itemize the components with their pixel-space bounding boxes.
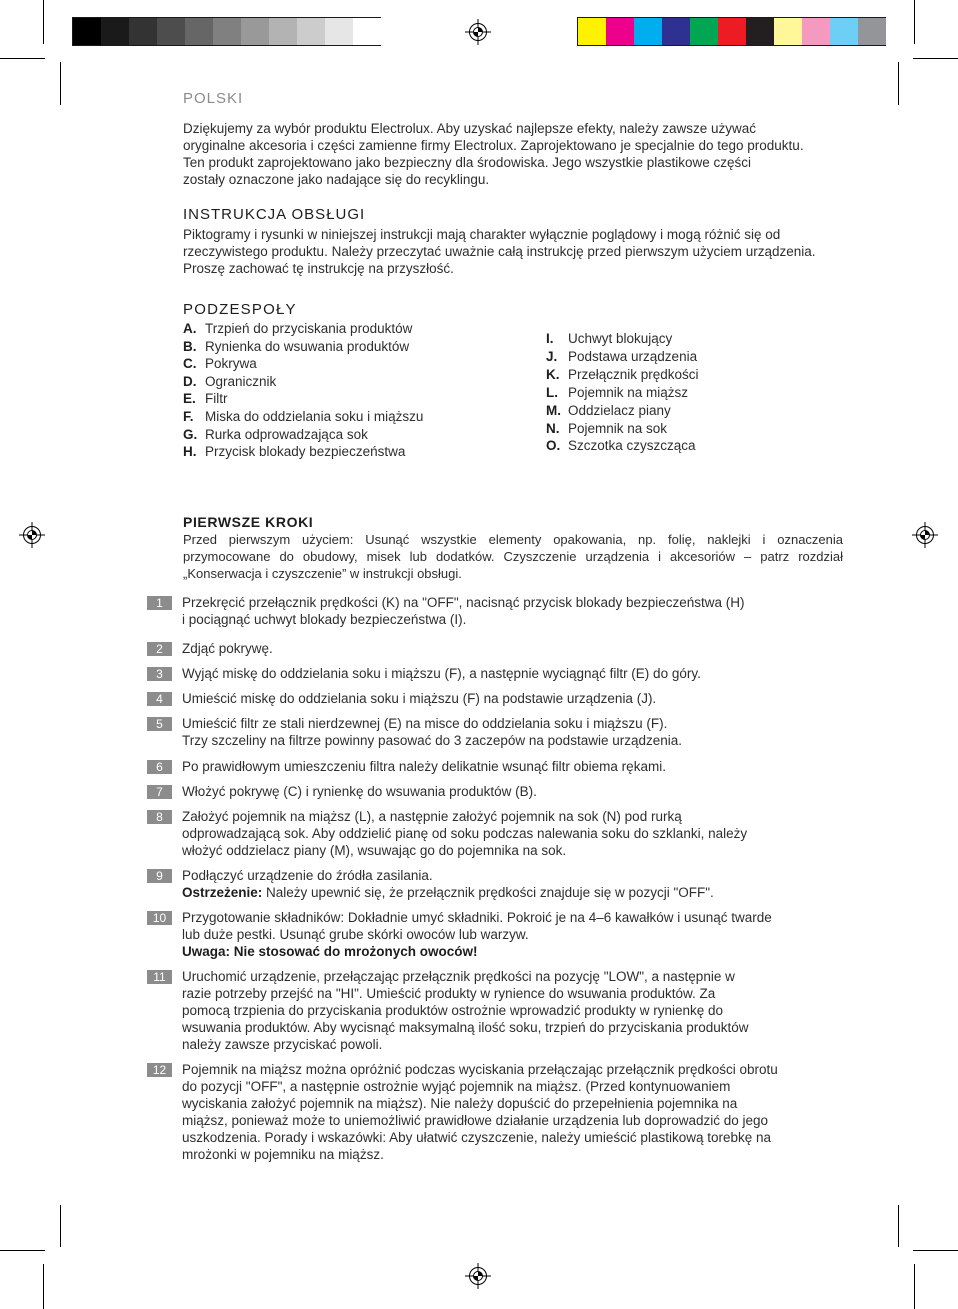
step-number-badge: 9	[147, 869, 172, 883]
component-item	[546, 348, 699, 366]
color-swatch	[690, 18, 718, 45]
crop-mark	[913, 1250, 958, 1251]
component-item	[183, 355, 423, 373]
step-line: pomocą trzpienia do przyciskania produktów ostrożnie wprowadzić produkty w rynienkę do	[182, 1003, 724, 1018]
component-label: Pokrywa	[205, 356, 257, 372]
step-item	[147, 808, 747, 859]
step-line: Włożyć pokrywę (C) i rynienkę do wsuwania produktów (B).	[182, 784, 537, 799]
component-label: Ogranicznik	[205, 373, 277, 389]
step-line: miąższ, ponieważ może to uniemożliwić prawidłowe działanie urządzenia lub doprowadzić do jego	[182, 1113, 769, 1128]
registration-mark-icon	[19, 522, 45, 548]
crop-mark	[898, 1205, 899, 1247]
component-item	[183, 408, 423, 426]
color-swatch	[606, 18, 634, 45]
color-swatch	[325, 18, 353, 45]
instructions-line: Piktogramy i rysunki w niniejszej instrukcji mają charakter wyłącznie poglądowy i mogą różnić się od	[183, 227, 781, 242]
step-line: wsuwania produktów. Aby wycisnąć maksymalną ilość soku, trzpień do przyciskania produktów	[182, 1020, 749, 1035]
step-line: Umieścić miskę do oddzielania soku i miąższu (F) na podstawie urządzenia (J).	[182, 691, 657, 706]
step-text	[182, 968, 749, 1053]
first-steps-heading: PIERWSZE KROKI	[183, 514, 314, 530]
component-label: Uchwyt blokujący	[568, 331, 673, 346]
step-item	[147, 909, 772, 960]
language-heading: POLSKI	[183, 90, 244, 107]
component-label: Przełącznik prędkości	[568, 366, 699, 382]
grayscale-color-bar	[72, 17, 381, 46]
step-number-badge: 4	[147, 692, 172, 706]
step-line: do pozycji "OFF", a następnie ostrożnie wyjąć pojemnik na miąższ. (Przed kontynuowaniem	[182, 1079, 731, 1094]
component-letter: G.	[183, 426, 198, 442]
step-line: Trzy szczeliny na filtrze powinny pasować do 3 zaczepów na podstawie urządzenia.	[182, 733, 683, 748]
component-letter: H.	[183, 444, 197, 460]
step-item	[147, 758, 666, 775]
instructions-paragraph	[183, 226, 816, 277]
step-text	[182, 867, 714, 901]
instructions-heading: INSTRUKCJA OBSŁUGI	[183, 206, 366, 223]
component-letter: E.	[183, 391, 196, 407]
step-item	[147, 715, 682, 749]
step-item	[147, 594, 745, 628]
step-line: razie potrzeby przejść na "HI". Umieścić produkty w rynience do wsuwania produktów. Za	[182, 986, 716, 1001]
step-number-badge: 3	[147, 667, 172, 681]
component-label: Rynienka do wsuwania produktów	[205, 338, 410, 354]
registration-mark-icon	[912, 522, 938, 548]
step-line-text: Należy upewnić się, że przełącznik prędkości znajduje się w pozycji "OFF".	[262, 885, 714, 900]
step-text	[182, 690, 656, 707]
color-swatch	[746, 18, 774, 45]
step-item	[147, 690, 656, 707]
step-line: i pociągnąć uchwyt blokady bezpieczeństwa (I).	[182, 612, 467, 627]
components-heading: PODZESPOŁY	[183, 301, 297, 318]
component-item	[546, 366, 699, 384]
step-line: Przekręcić przełącznik prędkości (K) na "OFF", nacisnąć przycisk blokady bezpieczeństwa (H)	[182, 595, 745, 610]
color-swatch	[213, 18, 241, 45]
step-item	[147, 968, 749, 1053]
color-swatch	[353, 18, 381, 45]
first-steps-paragraph	[183, 531, 843, 582]
step-number-badge: 2	[147, 642, 172, 656]
intro-line: Dziękujemy za wybór produktu Electrolux. Aby uzyskać najlepsze efekty, należy zawsze używać	[183, 121, 756, 136]
intro-line: oryginalne akcesoria i części zamienne firmy Electrolux. Zaprojektowano je specjalnie do tego produktu.	[183, 138, 804, 153]
step-text	[182, 1061, 778, 1163]
step-text	[182, 783, 537, 800]
step-line: lub duże pestki. Usunąć grube skórki owoców lub warzyw.	[182, 927, 529, 942]
step-item	[147, 783, 537, 800]
color-swatch	[297, 18, 325, 45]
component-label: Trzpień do przyciskania produktów	[205, 321, 413, 336]
step-item	[147, 1061, 778, 1163]
step-item	[147, 640, 273, 657]
step-text	[182, 640, 273, 657]
component-letter: L.	[546, 384, 558, 400]
color-swatch	[662, 18, 690, 45]
component-item	[183, 338, 423, 356]
component-label: Pojemnik na miąższ	[568, 384, 689, 400]
step-line: włożyć oddzielacz piany (M), wsuwając go do pojemnika na sok.	[182, 843, 567, 858]
step-line: Założyć pojemnik na miąższ (L), a następnie założyć pojemnik na sok (N) pod rurką	[182, 809, 682, 824]
components-list-left	[183, 320, 423, 461]
first-steps-line: Przed pierwszym użyciem: Usunąć wszystkie elementy opakowania, np. folię, naklejki i oznaczenia	[183, 532, 843, 547]
crop-mark	[43, 1264, 44, 1309]
step-line: Pojemnik na miąższ można opróżnić podczas wyciskania przełączając przełącznik prędkości obrotu	[182, 1062, 778, 1077]
instructions-line: rzeczywistego produktu. Należy przeczytać uważnie całą instrukcję przed pierwszym użyciem urządzenia.	[183, 244, 816, 259]
intro-line: zostały oznaczone jako nadające się do recyklingu.	[183, 172, 490, 187]
step-number-badge: 10	[147, 911, 172, 925]
step-line: Przygotowanie składników: Dokładnie umyć składniki. Pokroić je na 4–6 kawałków i usunąć twarde	[182, 910, 772, 925]
intro-line: Ten produkt zaprojektowano jako bezpieczny dla środowiska. Jego wszystkie plastikowe części	[183, 155, 752, 170]
step-line: należy zawsze przyciskać powoli.	[182, 1037, 383, 1052]
components-list-right	[546, 330, 699, 455]
step-number-badge: 12	[147, 1063, 172, 1077]
crop-mark	[914, 0, 915, 44]
component-letter: C.	[183, 356, 197, 372]
color-swatch	[129, 18, 157, 45]
component-item	[183, 373, 423, 391]
color-swatch	[802, 18, 830, 45]
first-steps-line: przymocowane do obudowy, misek lub dodatków. Czyszczenie urządzenia i akcesoriów – patrz rozdział	[183, 549, 843, 564]
component-letter: J.	[546, 348, 558, 364]
color-swatch	[830, 18, 858, 45]
component-label: Rurka odprowadzająca sok	[205, 426, 368, 442]
step-text	[182, 758, 666, 775]
step-item	[147, 867, 714, 901]
color-swatch	[774, 18, 802, 45]
component-item	[546, 402, 699, 420]
step-number-badge: 7	[147, 785, 172, 799]
step-text	[182, 665, 701, 682]
component-item	[546, 420, 699, 438]
crop-mark	[0, 58, 45, 59]
color-swatch	[73, 18, 101, 45]
registration-mark-icon	[465, 1263, 491, 1289]
component-label: Filtr	[205, 391, 228, 407]
step-line: Uruchomić urządzenie, przełączając przełącznik prędkości na pozycję "LOW", a następnie w	[182, 969, 735, 984]
component-item	[546, 437, 699, 455]
color-swatch	[185, 18, 213, 45]
component-letter: N.	[546, 420, 560, 436]
component-letter: F.	[183, 408, 194, 424]
component-letter: B.	[183, 338, 197, 354]
color-swatch	[269, 18, 297, 45]
component-letter: K.	[546, 366, 560, 382]
color-swatch	[241, 18, 269, 45]
crop-mark	[914, 1264, 915, 1309]
step-text	[182, 909, 772, 960]
step-number-badge: 1	[147, 596, 172, 610]
registration-mark-icon	[465, 19, 491, 45]
component-label: Podstawa urządzenia	[568, 348, 698, 364]
component-letter: O.	[546, 438, 561, 454]
crop-mark	[43, 0, 44, 44]
step-line: Wyjąć miskę do oddzielania soku i miąższu (F), a następnie wyciągnąć filtr (E) do góry.	[182, 666, 701, 681]
color-swatch	[157, 18, 185, 45]
step-number-badge: 5	[147, 717, 172, 731]
crop-mark	[0, 1250, 45, 1251]
color-swatch	[718, 18, 746, 45]
component-label: Oddzielacz piany	[568, 402, 671, 418]
instructions-line: Proszę zachować tę instrukcję na przyszłość.	[183, 261, 454, 276]
step-text	[182, 808, 747, 859]
component-label: Szczotka czyszcząca	[568, 438, 696, 454]
step-line: Zdjąć pokrywę.	[182, 641, 273, 656]
component-item	[183, 426, 423, 444]
step-line: odprowadzającą sok. Aby oddzielić pianę od soku podczas nalewania soku do szklanki, należy	[182, 826, 748, 841]
step-emphasis: Ostrzeżenie:	[182, 885, 263, 900]
step-number-badge: 8	[147, 810, 172, 824]
step-line	[182, 884, 714, 901]
step-emphasis: Uwaga: Nie stosować do mrożonych owoców!	[182, 944, 478, 959]
step-line: Umieścić filtr ze stali nierdzewnej (E) na misce do oddzielania soku i miąższu (F).	[182, 716, 668, 731]
crop-mark	[898, 62, 899, 105]
component-letter: A.	[183, 321, 197, 336]
intro-paragraph	[183, 120, 804, 188]
component-letter: M.	[546, 402, 561, 418]
color-swatch	[578, 18, 606, 45]
crop-mark	[60, 1205, 61, 1247]
first-steps-line: „Konserwacja i czyszczenie” w instrukcji obsługi.	[183, 566, 462, 581]
color-swatch	[858, 18, 886, 45]
component-item	[183, 443, 423, 461]
step-line: Po prawidłowym umieszczeniu filtra należy delikatnie wsunąć filtr obiema rękami.	[182, 759, 666, 774]
component-item	[546, 384, 699, 402]
component-letter: I.	[546, 331, 554, 346]
crop-mark	[60, 62, 61, 105]
component-label: Miska do oddzielania soku i miąższu	[205, 408, 424, 424]
component-label: Pojemnik na sok	[568, 420, 668, 436]
component-letter: D.	[183, 373, 197, 389]
step-text	[182, 715, 682, 749]
step-number-badge: 6	[147, 760, 172, 774]
step-line: mrożonki w pojemniku na miąższ.	[182, 1147, 384, 1162]
step-number-badge: 11	[147, 970, 172, 984]
step-line	[182, 943, 772, 960]
component-item	[183, 390, 423, 408]
crop-mark	[913, 58, 958, 59]
step-line: wyciskania założyć pojemnik na miąższ). Nie należy dopuścić do przepełnienia pojemnika na	[182, 1096, 738, 1111]
process-color-bar	[577, 17, 886, 46]
color-swatch	[634, 18, 662, 45]
step-line: uszkodzenia. Porady i wskazówki: Aby ułatwić czyszczenie, należy umieścić plastikową torebkę na	[182, 1130, 772, 1145]
step-item	[147, 665, 701, 682]
component-item	[183, 320, 423, 338]
component-label: Przycisk blokady bezpieczeństwa	[205, 444, 406, 460]
step-text	[182, 594, 745, 628]
color-swatch	[101, 18, 129, 45]
step-line: Podłączyć urządzenie do źródła zasilania.	[182, 868, 433, 883]
component-item	[546, 330, 699, 348]
